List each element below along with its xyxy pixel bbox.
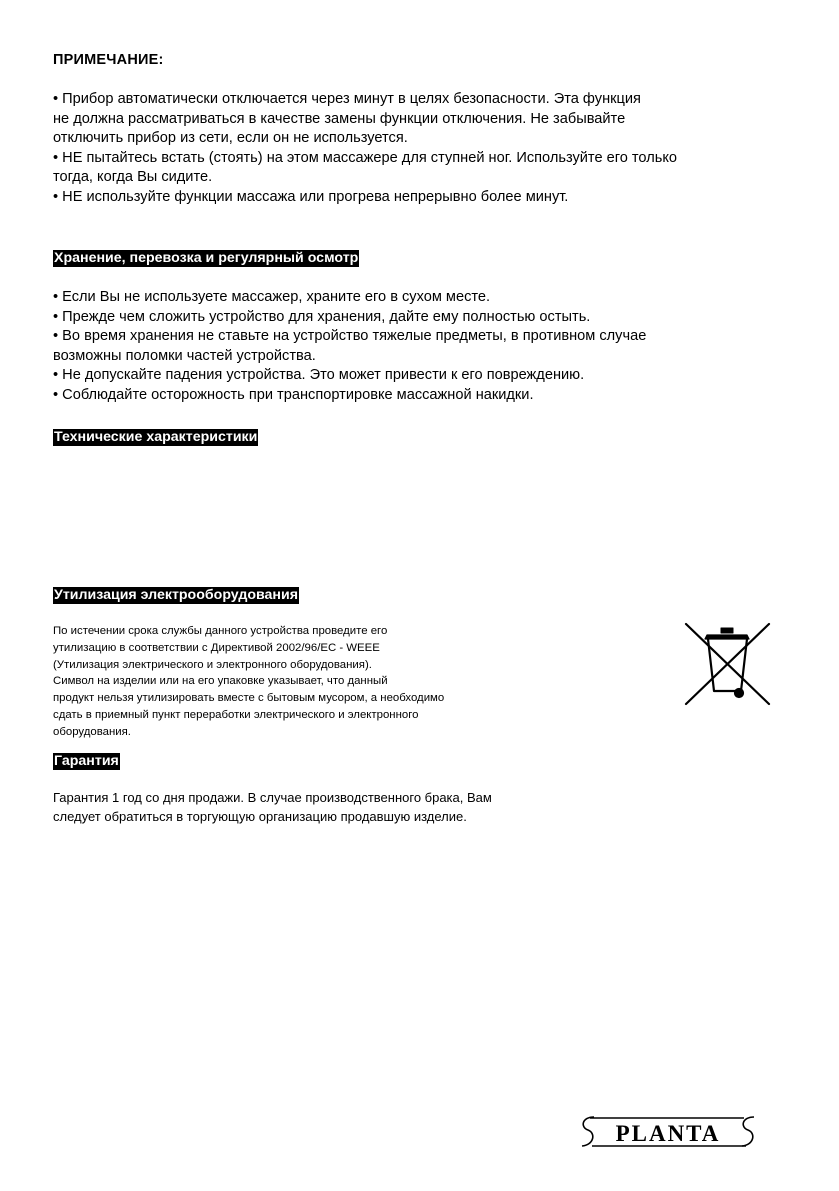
warranty-heading-label: Гарантия (54, 753, 119, 769)
storage-heading-label: Хранение, перевозка и регулярный осмотр (54, 250, 359, 266)
storage-body (53, 288, 646, 406)
warranty-line: следует обратиться в торгующую организацию продавшую изделие. (53, 808, 467, 824)
storage-line: возможны поломки частей устройства. (53, 347, 316, 364)
storage-section-heading (53, 249, 359, 267)
planta-logo (578, 1113, 758, 1151)
disposal-line: оборудования. (53, 725, 131, 738)
warranty-body (53, 789, 492, 826)
storage-line: • Если Вы не используете массажер, храните его в сухом месте. (53, 289, 491, 305)
crossed-out-wheelie-bin-icon (681, 619, 775, 709)
storage-line: • Прежде чем сложить устройство для хранения, дайте ему полностью остыть. (53, 308, 591, 325)
storage-line: • Во время хранения не ставьте на устройство тяжелые предметы, в противном случае (53, 328, 647, 345)
specs-heading-label: Технические характеристики (54, 429, 258, 445)
specs-section-heading (53, 428, 258, 446)
disposal-line: сдать в приемный пункт переработки электрического и электронного (53, 708, 419, 721)
note-line: • НЕ используйте функции массажа или прогрева непрерывно более минут. (53, 188, 569, 205)
disposal-line: По истечении срока службы данного устройства проведите его (53, 625, 388, 637)
disposal-body (53, 623, 444, 741)
disposal-line: утилизацию в соответствии с Директивой 2002/96/EC - WEEE (53, 641, 380, 654)
disposal-heading-label: Утилизация электрооборудования (54, 587, 299, 603)
note-line: отключить прибор из сети, если он не используется. (53, 130, 408, 147)
warranty-section-heading (53, 752, 120, 770)
storage-line: • Не допускайте падения устройства. Это может привести к его повреждению. (53, 367, 585, 384)
note-body (53, 90, 677, 208)
logo-text: PLANTA (615, 1121, 721, 1146)
note-line: не должна рассматриваться в качестве замены функции отключения. Не забывайте (53, 110, 626, 127)
disposal-line: Символ на изделии или на его упаковке указывает, что данный (53, 675, 388, 688)
note-title: ПРИМЕЧАНИЕ: (53, 52, 164, 68)
disposal-section-heading (53, 586, 299, 604)
note-line: тогда, когда Вы сидите. (53, 169, 213, 186)
warranty-line: Гарантия 1 год со дня продажи. В случае производственного брака, Вам (53, 790, 492, 805)
note-line: • Прибор автоматически отключается через минут в целях безопасности. Эта функция (53, 91, 641, 107)
note-line: • НЕ пытайтесь встать (стоять) на этом массажере для ступней ног. Используйте его только (53, 149, 678, 166)
disposal-line: продукт нельзя утилизировать вместе с бытовым мусором, а необходимо (53, 692, 445, 705)
storage-line: • Соблюдайте осторожность при транспортировке массажной накидки. (53, 386, 534, 403)
disposal-line: (Утилизация электрического и электронного оборудования). (53, 658, 372, 671)
